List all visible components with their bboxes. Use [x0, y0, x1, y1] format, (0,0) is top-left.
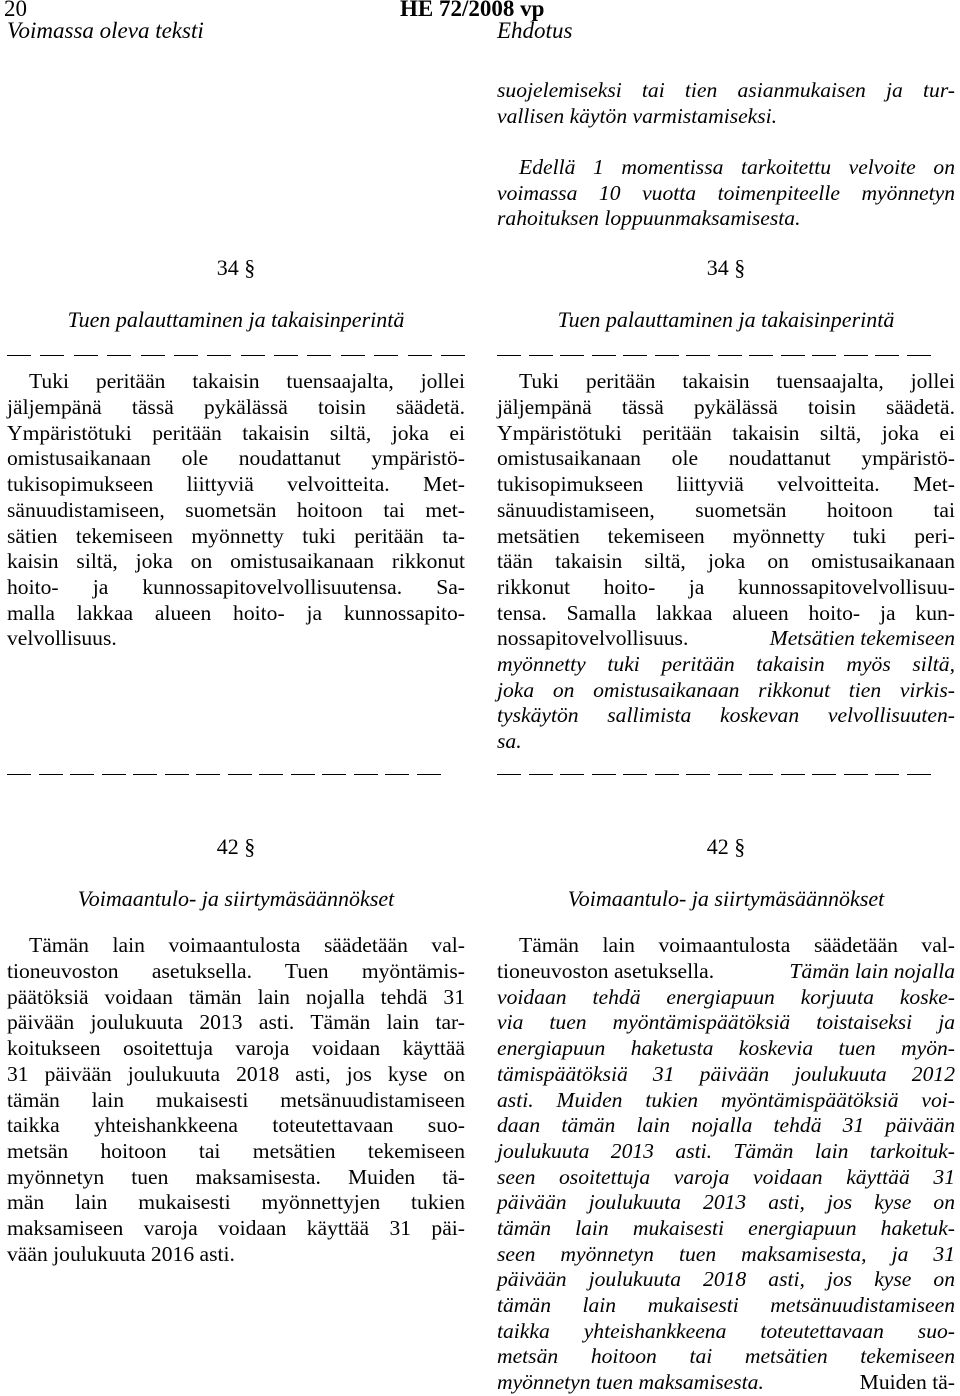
text-line: suojelemiseksi tai tien asianmukaisen ja tur- — [497, 78, 955, 102]
section-number: 42 § — [706, 834, 746, 859]
text-line: päivään joulukuuta 2013 asti. Tämän lain tar- — [7, 1010, 465, 1035]
text-line: Edellä 1 momentissa tarkoitettu velvoite on — [519, 155, 955, 180]
text-line: velvollisuus. — [7, 626, 117, 651]
section-title: Voimaantulo- ja siirtymäsäännökset — [77, 885, 395, 911]
text-line: päätöksiä voidaan tämän lain nojalla tehdä 31 — [7, 984, 465, 1009]
text-line: sa. — [497, 729, 522, 753]
right-section-34 — [497, 255, 955, 755]
text-line: myönnetyn tuen maksamisesta. Muiden tä- — [7, 1164, 465, 1189]
text-line: metsätien tekemiseen myönnetty tuki peri- — [497, 523, 955, 548]
text-line: jäljempänä tässä pykälässä toisin säädetä. — [7, 395, 465, 420]
left-omission-bottom — [7, 774, 441, 776]
text-line: päivään joulukuuta 2018 asti, jos kyse on — [497, 1267, 955, 1292]
text-line: rikkonut hoito- ja kunnossapitovelvollisuu- — [497, 574, 955, 599]
text-line: taikka yhteishankkeena toteutettavaan suo- — [497, 1318, 955, 1343]
section-number: 34 § — [706, 255, 746, 280]
text-line: Tämän lain voimaantulosta säädetään val- — [519, 933, 955, 958]
text-line: Ympäristötuki peritään takaisin siltä, joka ei — [497, 420, 955, 445]
text-line: maksamiseen varoja voidaan käyttää 31 päi- — [7, 1215, 465, 1240]
section-title: Voimaantulo- ja siirtymäsäännökset — [567, 885, 885, 911]
text-line: kaisin siltä, joka on omistusaikanaan rikkonut — [7, 549, 465, 574]
text-line: tämän lain mukaisesti metsänuudistamiseen — [497, 1293, 955, 1317]
right-omission-bottom — [497, 774, 931, 776]
left-section-34 — [7, 255, 465, 652]
text-span: nossapitovelvollisuus. — [497, 626, 689, 651]
text-line: myönnetty tuki peritään takaisin myös siltä, — [497, 651, 955, 676]
text-span: tioneuvoston asetuksella. — [497, 959, 715, 984]
text-line: seen myönnetyn tuen maksamisesta, ja 31 — [497, 1241, 955, 1266]
text-line — [497, 626, 955, 652]
text-line: sänuudistamiseen, suometsän hoitoon tai — [497, 497, 955, 522]
text-line: vallisen käytön varmistamiseksi. — [497, 103, 778, 128]
text-line: 31 päivään joulukuuta 2018 asti, jos kyse on — [7, 1061, 465, 1086]
left-section-42 — [7, 834, 465, 1267]
text-line: sänuudistamiseen, suometsän hoitoon tai met- — [7, 497, 465, 522]
text-span-italic: Tämän lain nojalla — [789, 959, 955, 984]
text-line: joka on omistusaikanaan rikkonut tien virkis- — [497, 677, 955, 702]
text-line: via tuen myöntämispäätöksiä toistaiseksi ja — [497, 1010, 955, 1035]
text-line: rahoituksen loppuunmaksamisesta. — [497, 206, 801, 231]
section-title: Tuen palauttaminen ja takaisinperintä — [557, 306, 895, 332]
text-line — [497, 959, 955, 985]
text-line: metsän hoitoon tai metsätien tekemiseen — [7, 1138, 465, 1163]
right-section-42 — [497, 834, 955, 1396]
text-line: asti. Muiden tukien myöntämispäätöksiä voi- — [497, 1087, 955, 1112]
text-line: energiapuun haketusta koskevia tuen myön- — [497, 1036, 955, 1061]
text-line: Tuki peritään takaisin tuensaajalta, jollei — [29, 369, 465, 394]
text-line: seen osoitettuja varoja voidaan käyttää 31 — [497, 1164, 955, 1189]
right-intro — [497, 78, 955, 232]
text-line: Ympäristötuki peritään takaisin siltä, joka ei — [7, 420, 465, 445]
section-number: 42 § — [216, 834, 256, 859]
text-line: hoito- ja kunnossapitovelvollisuutensa. Sa- — [7, 574, 465, 599]
text-span-italic: myönnetyn tuen maksamisesta. — [497, 1370, 764, 1395]
text-line: tukisopimukseen liittyviä velvoitteita. Met- — [497, 472, 955, 497]
text-line: malla lakkaa alueen hoito- ja kunnossapito- — [7, 600, 465, 625]
text-line: omistusaikanaan ole noudattanut ympäristö- — [497, 446, 955, 471]
text-line: tukisopimukseen liittyviä velvoitteita. Met- — [7, 472, 465, 497]
text-line: tämispäätöksiä 31 päivään joulukuuta 2012 — [497, 1061, 955, 1086]
text-line: tioneuvoston asetuksella. Tuen myöntämis- — [7, 959, 465, 984]
text-line: daan tämän lain nojalla tehdä 31 päivään — [497, 1113, 955, 1138]
text-line: tämän lain mukaisesti energiapuun haketuk- — [497, 1215, 955, 1240]
text-line: män lain mukaisesti myönnettyjen tukien — [7, 1190, 465, 1215]
current-text-heading: Voimassa oleva teksti — [7, 18, 204, 43]
text-line: voidaan tehdä energiapuun korjuuta koske- — [497, 984, 955, 1009]
text-line: Tämän lain voimaantulosta säädetään val- — [29, 933, 465, 958]
page-number: 20 — [4, 0, 27, 21]
text-span-italic: Metsätien tekemiseen — [769, 626, 955, 651]
text-span: Muiden tä- — [859, 1370, 955, 1395]
text-line: Tuki peritään takaisin tuensaajalta, jollei — [519, 369, 955, 394]
proposal-heading: Ehdotus — [497, 18, 573, 43]
text-line: koitukseen osoitettuja varoja voidaan käyttää — [7, 1036, 465, 1061]
text-line: taikka yhteishankkeena toteutettavaan suo- — [7, 1113, 465, 1138]
text-line: päivään joulukuuta 2013 asti, jos kyse on — [497, 1190, 955, 1215]
document-id: HE 72/2008 vp — [400, 0, 545, 21]
text-line: jäljempänä tässä pykälässä toisin säädetä. — [497, 395, 955, 420]
text-line: voimassa 10 vuotta toimenpiteelle myönnetyn — [497, 180, 955, 205]
text-line: tään takaisin siltä, joka on omistusaikanaan — [497, 549, 955, 574]
text-line: metsän hoitoon tai metsätien tekemiseen — [497, 1344, 955, 1369]
text-line: sätien tekemiseen myönnetty tuki peritään ta- — [7, 523, 465, 548]
text-line: tensa. Samalla lakkaa alueen hoito- ja kun- — [497, 600, 955, 625]
section-title: Tuen palauttaminen ja takaisinperintä — [67, 306, 405, 332]
text-line: omistusaikanaan ole noudattanut ympäristö- — [7, 446, 465, 471]
text-line: joulukuuta 2013 asti. Tämän lain tarkoituk- — [497, 1138, 955, 1163]
section-number: 34 § — [216, 255, 256, 280]
text-line: tyskäytön sallimista koskevan velvollisuuten- — [497, 703, 955, 728]
text-line: vään joulukuuta 2016 asti. — [7, 1241, 235, 1266]
text-line: tämän lain mukaisesti metsänuudistamiseen — [7, 1087, 465, 1112]
